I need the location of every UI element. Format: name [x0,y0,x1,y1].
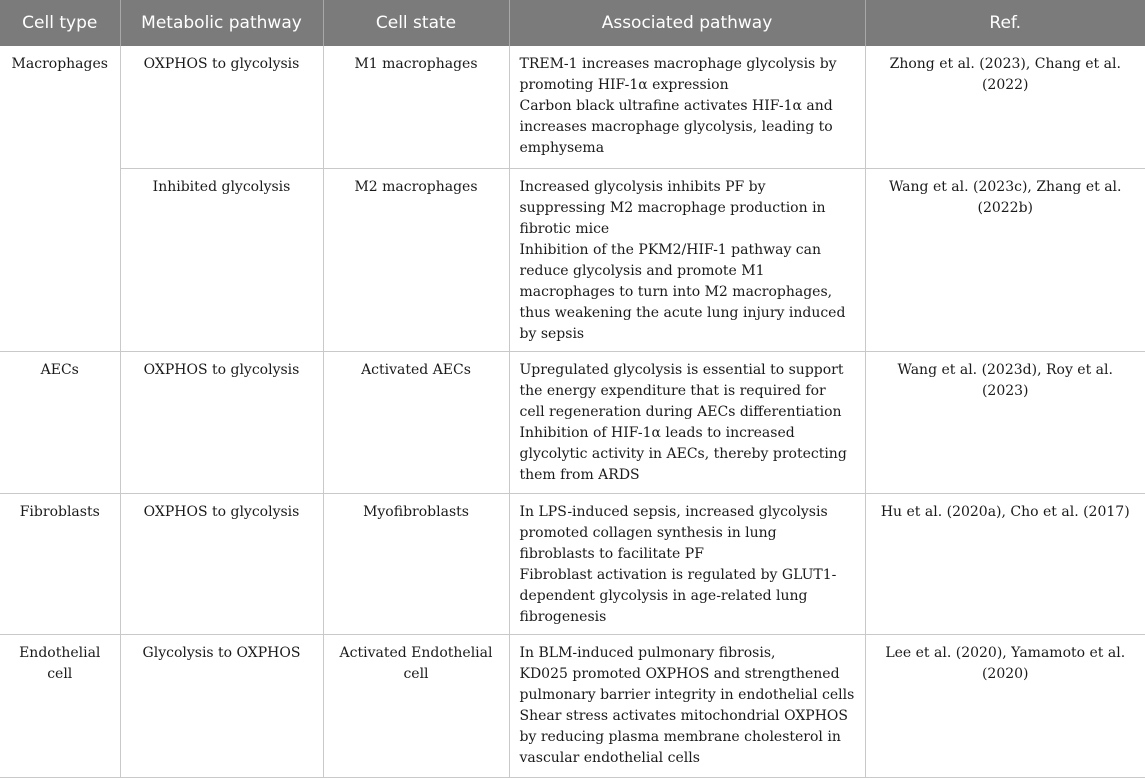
cell-state-cell: Myofibroblasts [323,493,509,634]
cell-state-cell: M2 macrophages [323,168,509,351]
header-cell-state: Cell state [323,0,509,46]
cell-type-cell: AECs [0,351,120,493]
associated-pathway-cell [509,46,865,168]
ref-cell: Wang et al. (2023d), Roy et al. (2023) [865,351,1145,493]
cell-type-cell: Endothelial cell [0,634,120,777]
header-ref: Ref. [865,0,1145,46]
header-cell-type: Cell type [0,0,120,46]
associated-pathway-cell [509,493,865,634]
cell-type-cell: Fibroblasts [0,493,120,634]
table-row [0,351,1145,493]
associated-pathway-line: KD025 promoted OXPHOS and strengthened pulmonary barrier integrity in endothelial cells [519,665,855,703]
ref-cell: Lee et al. (2020), Yamamoto et al. (2020) [865,634,1145,777]
associated-pathway-line: Inhibition of the PKM2/HIF-1 pathway can reduce glycolysis and promote M1 macrophages to turn into M2 macrophages, thus weakening the acute lung injury induced by sepsis [519,241,846,342]
associated-pathway-line: Upregulated glycolysis is essential to support the energy expenditure that is required for cell regeneration during AECs differentiation [519,361,844,420]
header-metabolic-pathway: Metabolic pathway [120,0,323,46]
table-row [0,46,1145,168]
cell-type-cell: Macrophages [0,46,120,351]
associated-pathway-line: TREM-1 increases macrophage glycolysis by promoting HIF-1α expression [519,56,837,93]
associated-pathway-line: In BLM-induced pulmonary fibrosis, [519,644,776,661]
ref-cell: Zhong et al. (2023), Chang et al. (2022) [865,46,1145,168]
cell-state-cell: Activated Endothelial cell [323,634,509,777]
associated-pathway-cell [509,634,865,777]
metabolic-pathway-cell: OXPHOS to glycolysis [120,493,323,634]
metabolic-pathway-cell: OXPHOS to glycolysis [120,351,323,493]
associated-pathway-line: In LPS-induced sepsis, increased glycolysis promoted collagen synthesis in lung fibroblasts to facilitate PF [519,503,828,562]
table-row [0,634,1145,777]
associated-pathway-line: Increased glycolysis inhibits PF by suppressing M2 macrophage production in fibrotic mice [519,178,826,237]
associated-pathway-cell [509,168,865,351]
cell-state-cell: Activated AECs [323,351,509,493]
associated-pathway-cell [509,351,865,493]
table-row [0,168,1145,351]
associated-pathway-line: Carbon black ultrafine activates HIF-1α and increases macrophage glycolysis, leading to emphysema [519,98,833,156]
associated-pathway-line: Inhibition of HIF-1α leads to increased glycolytic activity in AECs, thereby protecting them from ARDS [519,424,847,483]
header-row [0,0,1145,46]
associated-pathway-line: Fibroblast activation is regulated by GLUT1-dependent glycolysis in age-related lung fibrogenesis [519,566,837,625]
associated-pathway-line: Shear stress activates mitochondrial OXPHOS by reducing plasma membrane cholesterol in vascular endothelial cells [519,707,848,766]
cell-state-cell: M1 macrophages [323,46,509,168]
header-associated-pathway: Associated pathway [509,0,865,46]
ref-cell: Hu et al. (2020a), Cho et al. (2017) [865,493,1145,634]
ref-cell: Wang et al. (2023c), Zhang et al. (2022b) [865,168,1145,351]
metabolic-pathway-cell: Inhibited glycolysis [120,168,323,351]
metabolic-pathway-cell: Glycolysis to OXPHOS [120,634,323,777]
metabolic-pathway-cell: OXPHOS to glycolysis [120,46,323,168]
table-row [0,493,1145,634]
